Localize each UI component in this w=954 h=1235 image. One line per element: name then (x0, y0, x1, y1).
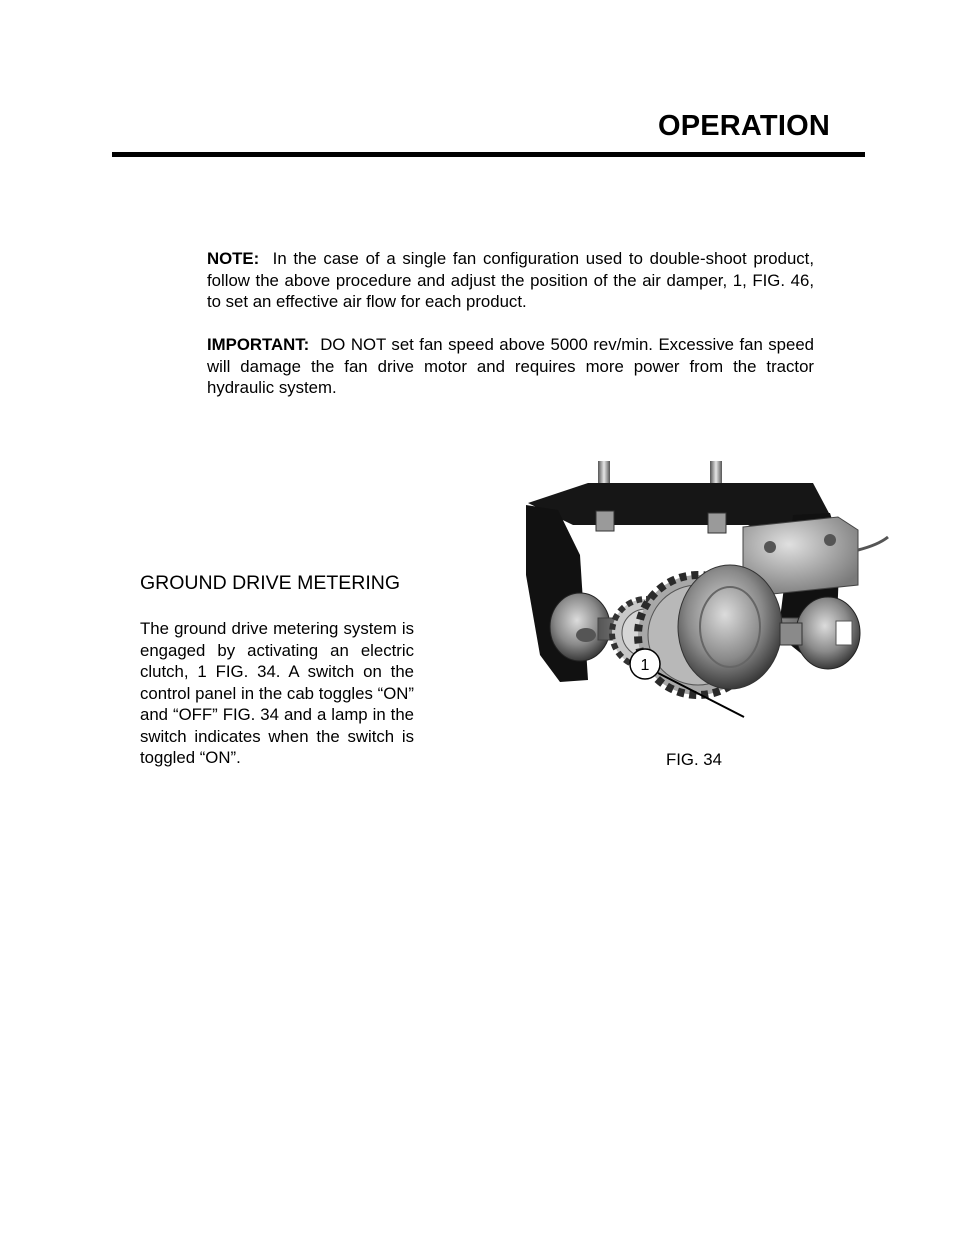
note-text: In the case of a single fan configuration used to double-shoot product, follow the above procedure and adjust the position of the air damper, 1, FIG. 46, to set an effective air flow for each product. (207, 249, 815, 311)
note-paragraph (207, 248, 814, 313)
clutch-figure (518, 455, 898, 735)
important-paragraph (207, 334, 814, 399)
figure-caption: FIG. 34 (666, 750, 722, 769)
nut-right (708, 513, 726, 533)
hub-keyway (836, 621, 852, 645)
plate-bolt (824, 534, 836, 546)
plate-bolt (764, 541, 776, 553)
page-title: OPERATION (657, 110, 830, 142)
important-label: IMPORTANT: (207, 335, 310, 354)
important-text: DO NOT set fan speed above 5000 rev/min. Excessive fan speed will damage the fan drive motor and requires more power from the tractor hydraulic system. (207, 335, 814, 397)
hub-nut-right (780, 623, 802, 645)
nut-left (596, 511, 614, 531)
sensor-cable (858, 537, 888, 550)
electric-clutch (678, 565, 782, 689)
note-label: NOTE: (207, 249, 260, 268)
callout-number: 1 (640, 657, 650, 674)
section-body: The ground drive metering system is engaged by activating an electric clutch, 1 FIG. 34. A switch on the control panel in the cab toggles “ON” and “OFF” FIG. 34 and a lamp in the switch indicates when the switch is toggled “ON”. (140, 619, 414, 767)
hub-nut (576, 628, 596, 642)
header-rule (112, 152, 865, 157)
section-heading: GROUND DRIVE METERING (140, 572, 401, 594)
